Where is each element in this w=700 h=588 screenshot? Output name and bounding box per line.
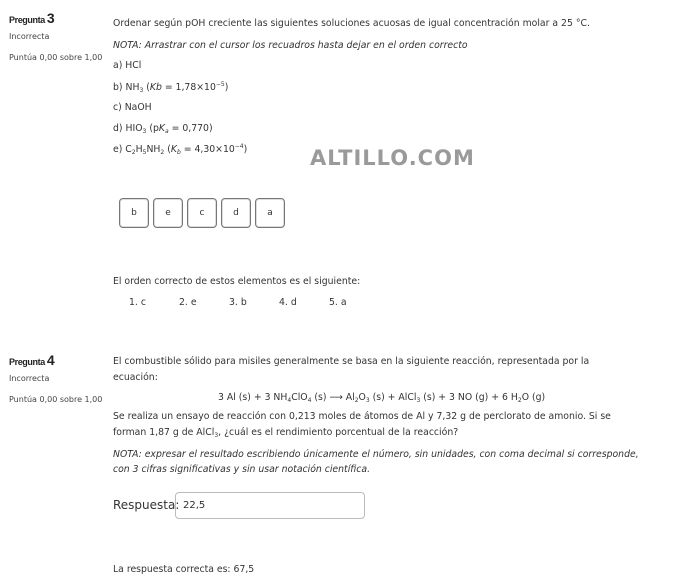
option-d: d) $HIO_3$ $(pK_a = 0,770)$ — [113, 123, 213, 135]
question-text-3: Se realiza un ensayo de reacción con 0,213 moles de átomos de Al y 7,32 g de perclorato de amonio. Si se — [113, 411, 611, 422]
option-c: c) NaOH — [113, 102, 152, 113]
watermark: ALTILLO.COM — [310, 146, 475, 170]
question-note: NOTA: Arrastrar con el cursor los recuadros hasta dejar en el orden correcto — [113, 40, 468, 51]
correct-answer: La respuesta correcta es: 67,5 — [113, 564, 255, 575]
question-note-1: NOTA: expresar el resultado escribiendo únicamente el número, sin unidades, con coma decimal si corresponde, — [113, 449, 639, 460]
question-state: Incorrecta — [9, 32, 50, 41]
question-number: Pregunta 3 — [9, 10, 55, 26]
correct-order — [129, 297, 379, 308]
question-3-info — [9, 10, 104, 65]
drag-box[interactable]: b — [119, 198, 149, 228]
answer-label: Respuesta: — [113, 498, 180, 512]
question-number: Pregunta 4 — [9, 352, 55, 368]
option-b: b) $NH_3$ $(Kb = 1,78\times 10^{-5})$ — [113, 81, 229, 94]
order-item: 2. e — [179, 297, 197, 308]
reaction-equation: 3 Al (s) + 3 $NH_4ClO_4$ (s) ⟶ $Al_2O_3$ (s) + AlCl$_3$ (s) + 3 NO (g) + 6 $H_2O$ (g) — [218, 392, 546, 404]
question-grade: Puntúa 0,00 sobre 1,00 — [9, 395, 103, 404]
drag-box[interactable]: d — [221, 198, 251, 228]
drag-box[interactable]: e — [153, 198, 183, 228]
question-grade: Puntúa 0,00 sobre 1,00 — [9, 53, 103, 62]
correct-intro: El orden correcto de estos elementos es el siguiente: — [113, 276, 361, 287]
order-item: 1. c — [129, 297, 146, 308]
order-item: 4. d — [279, 297, 297, 308]
question-note-2: con 3 cifras significativas y sin usar notación científica. — [113, 464, 371, 475]
answer-input[interactable]: 22,5 — [175, 492, 365, 519]
order-item: 3. b — [229, 297, 247, 308]
question-state: Incorrecta — [9, 374, 50, 383]
option-a: a) HCl — [113, 60, 142, 71]
drag-box[interactable]: a — [255, 198, 285, 228]
question-4-info — [9, 352, 104, 407]
question-text-1: El combustible sólido para misiles generalmente se basa en la siguiente reacción, representada por la — [113, 356, 590, 367]
question-text-2: ecuación: — [113, 372, 158, 383]
option-e: e) $C_2H_5NH_2$ $(K_b = 4,30\times 10^{-4})$ — [113, 143, 248, 156]
drag-box[interactable]: c — [187, 198, 217, 228]
drag-boxes — [119, 198, 285, 228]
question-text-4: forman 1,87 g de AlCl$_3$, ¿cuál es el rendimiento porcentual de la reacción? — [113, 427, 459, 439]
order-item: 5. a — [329, 297, 347, 308]
question-text: Ordenar según pOH creciente las siguientes soluciones acuosas de igual concentración molar a 25 °C. — [113, 18, 590, 29]
